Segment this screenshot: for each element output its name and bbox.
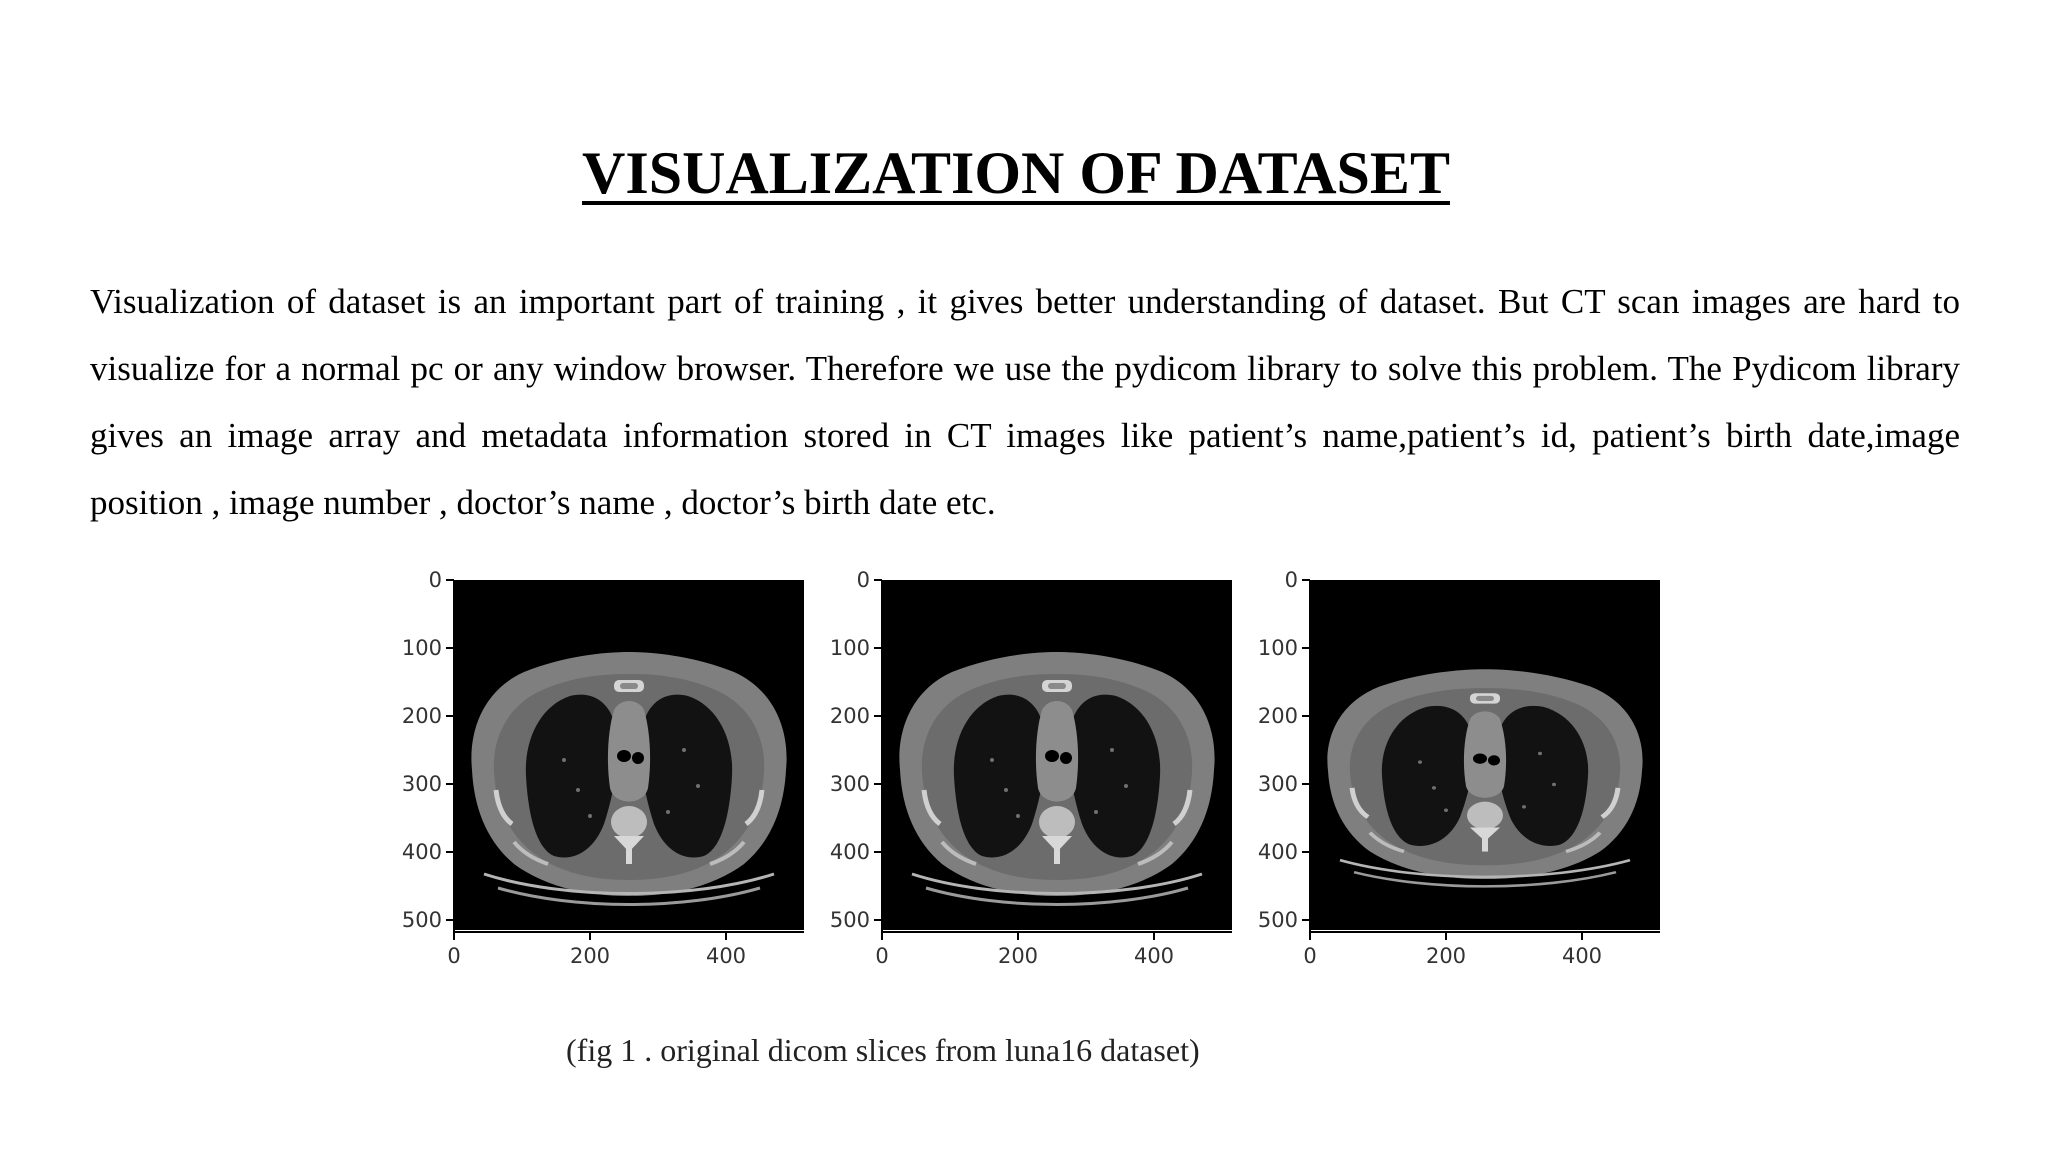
y-tick-label: 100	[1257, 636, 1298, 660]
x-tick-label: 200	[997, 944, 1039, 968]
y-tick-label: 0	[856, 568, 870, 592]
body-paragraph: Visualization of dataset is an important part of training , it gives better understanding of dataset. But CT scan images are hard to visualize for a normal pc or any window browser. Therefore we use the pydicom library to solve this problem. The Pydicom library gives an image array and metadata information stored in CT images like patient’s name,patient’s id, patient’s birth date,image position , image number , doctor’s name , doctor’s birth date etc.	[90, 282, 1960, 522]
y-tick-label: 300	[829, 772, 870, 796]
figure-caption: (fig 1 . original dicom slices from luna16 dataset)	[566, 1032, 1200, 1068]
y-tick-label: 100	[829, 636, 870, 660]
ct-slice-panel-2	[830, 568, 1232, 968]
y-tick-label: 400	[1257, 840, 1298, 864]
y-tick-label: 500	[401, 908, 442, 932]
y-tick-label: 300	[1257, 772, 1298, 796]
x-tick-label: 400	[1561, 944, 1603, 968]
y-tick-label: 0	[1284, 568, 1298, 592]
y-tick-label: 500	[829, 908, 870, 932]
y-tick-label: 300	[401, 772, 442, 796]
ct-slices-svg	[380, 560, 1680, 980]
x-tick-label: 0	[1303, 944, 1317, 968]
x-tick-label: 400	[1133, 944, 1175, 968]
y-tick-label: 200	[1257, 704, 1298, 728]
x-tick-label: 200	[1425, 944, 1467, 968]
y-tick-label: 0	[428, 568, 442, 592]
page-title: VISUALIZATION OF DATASET	[582, 140, 1450, 206]
ct-slice-panel-1	[402, 568, 804, 968]
ct-slice-panel-3	[1258, 568, 1660, 968]
x-tick-label: 400	[705, 944, 747, 968]
y-tick-label: 500	[1257, 908, 1298, 932]
y-tick-label: 100	[401, 636, 442, 660]
y-tick-label: 400	[401, 840, 442, 864]
y-tick-label: 200	[829, 704, 870, 728]
y-tick-label: 200	[401, 704, 442, 728]
x-tick-label: 0	[875, 944, 889, 968]
x-tick-label: 200	[569, 944, 611, 968]
x-tick-label: 0	[447, 944, 461, 968]
ct-slices-figure	[380, 560, 1680, 980]
y-tick-label: 400	[829, 840, 870, 864]
